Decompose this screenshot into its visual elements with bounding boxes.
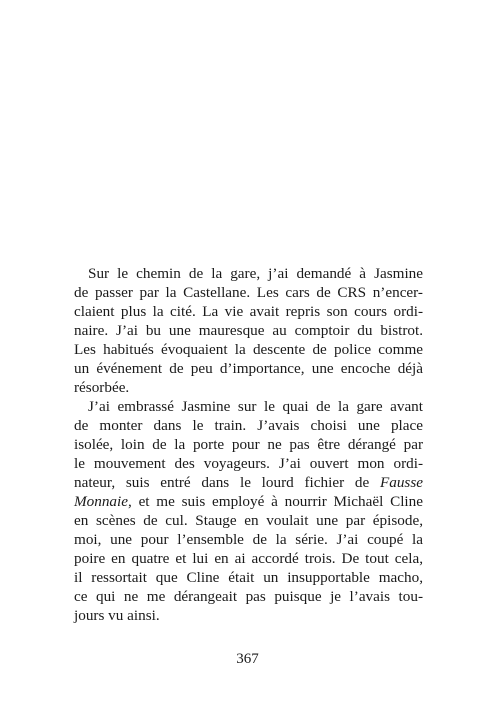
text-line: isolée, loin de la porte pour ne pas être dérangé par (74, 436, 423, 453)
text-line: moi, une pour l’ensemble de la série. J’ai coupé la (74, 531, 423, 548)
text-line: de monter dans le train. J’avais choisi une place (74, 417, 423, 434)
text-line: jours vu ainsi. (74, 607, 160, 624)
text-line: J’ai embrassé Jasmine sur le quai de la gare avant (88, 398, 423, 415)
text-line: naire. J’ai bu une mauresque au comptoir du bistrot. (74, 322, 423, 339)
text-line: de passer par la Castellane. Les cars de CRS n’encer- (74, 284, 423, 301)
text-line: résorbée. (74, 379, 130, 396)
book-title-italic: Fausse (379, 474, 423, 491)
text-line: un événement de peu d’importance, une encoche déjà (74, 360, 423, 377)
text-line: claient plus la cité. La vie avait repris son cours ordi- (74, 303, 423, 320)
text-line: Sur le chemin de la gare, j’ai demandé à Jasmine (88, 265, 423, 282)
text-line: le mouvement des voyageurs. J’ai ouvert mon ordi- (74, 455, 423, 472)
book-title-italic: Monnaie (74, 493, 128, 510)
text-line: Les habitués évoquaient la descente de police comme (74, 341, 423, 358)
body-text (74, 264, 423, 625)
text-segment: , et me suis employé à nourrir Michaël Cline (128, 493, 423, 510)
text-line: ce qui ne me dérangeait pas puisque je l’avais tou- (74, 588, 423, 605)
text-line (74, 492, 423, 511)
text-line: il ressortait que Cline était un insupportable macho, (74, 569, 423, 586)
text-line: poire en quatre et lui en ai accordé trois. De tout cela, (74, 550, 423, 567)
text-segment: nateur, suis entré dans le lourd fichier de (74, 474, 380, 491)
text-line (74, 473, 423, 492)
page-number: 367 (236, 651, 259, 667)
text-line: en scènes de cul. Stauge en voulait une par épisode, (74, 512, 423, 529)
